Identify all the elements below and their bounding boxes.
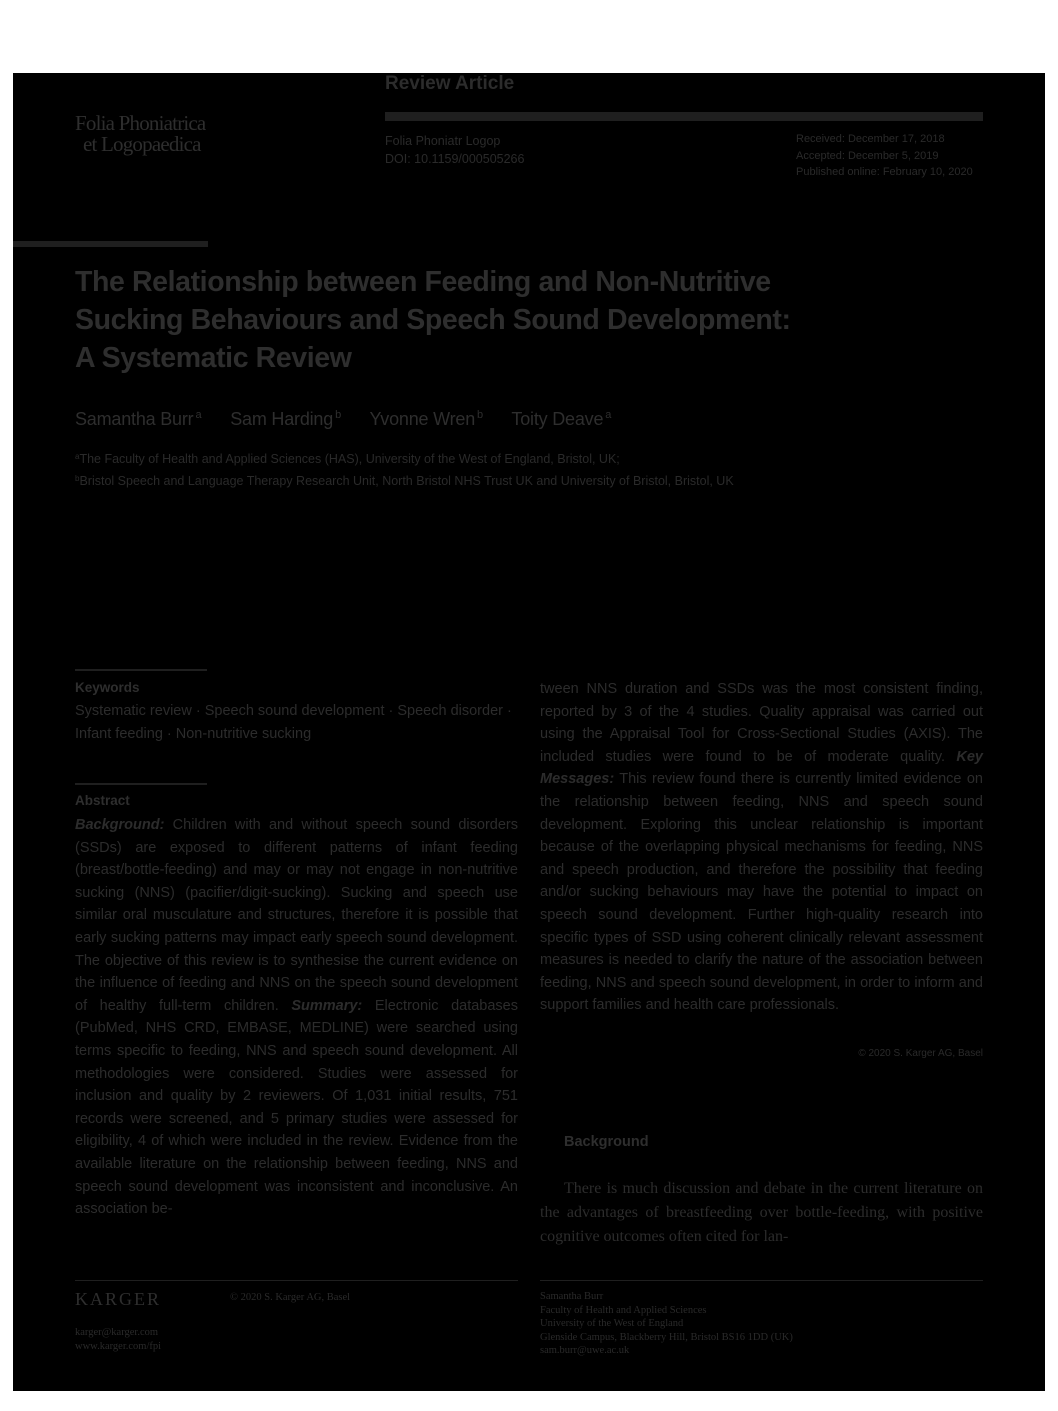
author: Toity Deave $^a$ bbox=[511, 409, 612, 429]
journal-doi: DOI: 10.1159/000505266 bbox=[385, 152, 525, 166]
abstract-text-continued: tween NNS duration and SSDs was the most consistent finding, reported by 3 of the 4 studies. Quality appraisal was carried out using the Appraisal Tool for Cross-Sectional Studies (AXIS). The included studies were found to be of moderate quality. Key Messages: This review found there is currently limited evidence on the relationship between feeding, NNS and speech sound development. Exploring this unclear relationship is important because of the overlapping physical mechanisms for feeding, NNS and speech production, and therefore the possibility that feeding and/or sucking behaviours may have the potential to impact on speech sound development. Further high-quality research into specific types of SSD using coherent clinically relevant assessment measures is needed to clarify the nature of the association between feeding, NNS and speech sound development, in order to inform and support families and health care professionals. bbox=[540, 681, 983, 1014]
author: Sam Harding $^b$ bbox=[230, 409, 341, 429]
footer-rule-right bbox=[540, 1280, 983, 1281]
article-type: Review Article bbox=[385, 73, 515, 94]
background-text: There is much discussion and debate in the current literature on the advantages of breastfeeding over bottle-feeding, with positive cognitive outcomes often cited for lan- bbox=[540, 1180, 983, 1245]
article-dates bbox=[796, 131, 973, 181]
correspondence-address: Samantha Burr Faculty of Health and Applied Sciences University of the West of England Glenside Campus, Blackberry Hill, Bristol BS16 1DD (UK) sam.burr@uwe.ac.uk bbox=[540, 1291, 793, 1356]
background-label: Background: bbox=[75, 817, 165, 833]
abstract-text: Background: Children with and without speech sound disorders (SSDs) are exposed to different patterns of infant feeding (breast/bottle-feeding) and may or may not engage in non-nutritive sucking (NNS) (pacifier/digit-sucking). Sucking and speech use similar oral musculature and structures, therefore it is possible that early sucking patterns may impact early speech sound development. The objective of this review is to synthesise the current evidence on the influence of feeding and NNS on the speech sound development of healthy full-term children. Summary: Electronic databases (PubMed, NHS CRD, EMBASE, MEDLINE) were searched using terms specific to feeding, NNS and speech sound development. All methodologies were considered. Studies were assessed for inclusion and quality by 2 reviewers. Of 1,031 initial results, 751 records were screened, and 5 primary studies were assessed for eligibility, 4 of which were included in the review. Evidence from the available literature on the relationship between feeding, NNS and speech sound development was inconsistent and inconclusive. An association be- bbox=[75, 817, 518, 1218]
correspondence-email-link[interactable]: sam.burr@uwe.ac.uk bbox=[540, 1345, 630, 1356]
author-list bbox=[75, 409, 635, 430]
abstract-heading: Abstract bbox=[75, 793, 130, 808]
footer-rule-left bbox=[75, 1280, 518, 1281]
article-page bbox=[13, 73, 1045, 1391]
keywords-heading: Keywords bbox=[75, 680, 140, 695]
affiliation: $^b$Bristol Speech and Language Therapy Research Unit, North Bristol NHS Trust UK and University of Bristol, Bristol, UK bbox=[75, 474, 734, 488]
article-title: The Relationship between Feeding and Non-Nutritive Sucking Behaviours and Speech Sound Development: A Systematic Review bbox=[75, 266, 791, 374]
author: Samantha Burr $^a$ bbox=[75, 409, 202, 429]
keywords-text: Systematic review · Speech sound development · Speech disorder · Infant feeding · Non-nutritive sucking bbox=[75, 703, 512, 742]
journal-meta bbox=[385, 132, 524, 168]
date-accepted: Accepted: December 5, 2019 bbox=[796, 149, 939, 162]
affiliations bbox=[75, 447, 735, 491]
journal-logo bbox=[75, 113, 205, 155]
date-published: Published online: February 10, 2020 bbox=[796, 166, 973, 178]
abstract-copyright: © 2020 S. Karger AG, Basel bbox=[858, 1048, 983, 1059]
publisher-web-link[interactable]: www.karger.com/fpi bbox=[75, 1340, 162, 1352]
publisher-email-link[interactable]: karger@karger.com bbox=[75, 1327, 159, 1338]
abstract-rule bbox=[75, 783, 207, 785]
header-rule bbox=[385, 112, 983, 121]
keywords-rule bbox=[75, 669, 207, 671]
footer-contact bbox=[75, 1326, 161, 1353]
key-messages-label: Key Messages: bbox=[540, 748, 983, 788]
summary-label: Summary: bbox=[291, 997, 363, 1014]
background-heading: Background bbox=[564, 1134, 649, 1150]
karger-logo: KARGER bbox=[75, 1289, 162, 1309]
affiliation: $^a$The Faculty of Health and Applied Sciences (HAS), University of the West of England, Bristol, UK; bbox=[75, 452, 620, 466]
footer-copyright: © 2020 S. Karger AG, Basel bbox=[230, 1292, 351, 1303]
journal-logo-line2: et Logopaedica bbox=[83, 132, 201, 156]
author: Yvonne Wren $^b$ bbox=[369, 409, 483, 429]
date-received: Received: December 17, 2018 bbox=[796, 133, 945, 145]
title-rule bbox=[13, 241, 208, 247]
journal-abbrev: Folia Phoniatr Logop bbox=[385, 134, 501, 148]
journal-logo-line1: Folia Phoniatrica bbox=[75, 111, 206, 135]
